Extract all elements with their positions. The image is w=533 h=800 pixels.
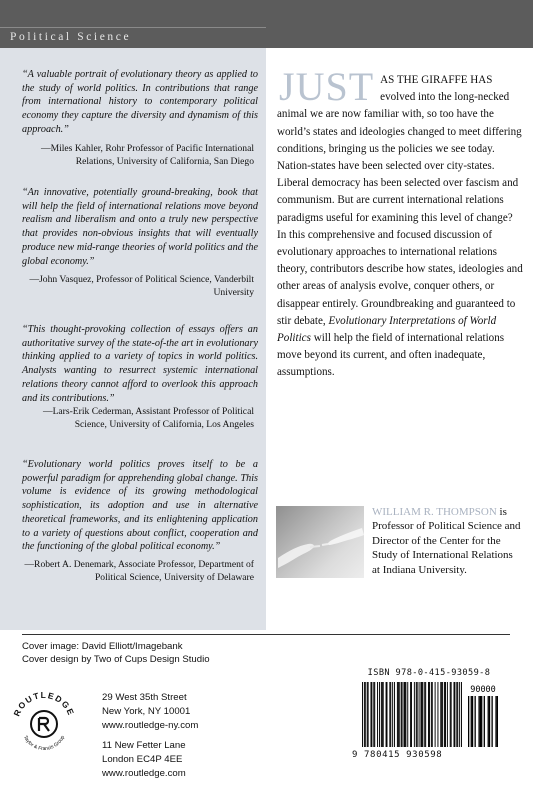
- author-name: WILLIAM R. THOMPSON: [372, 506, 497, 518]
- book-description: [277, 64, 523, 382]
- logo-text: ROUTLEDGE: [11, 690, 77, 718]
- cover-credits: [22, 640, 210, 666]
- ny-city: New York, NY 10001: [102, 705, 191, 717]
- endorsement-quote: “Evolutionary world politics proves itself to be a powerful paradigm for apprehending global change. This volume is evidence of its growing methodological sophistication, its adoption and use in alternative theoretical frameworks, and its enlightening application to a variety of questions about conflict, cooperation and the functioning of the global political economy.”: [22, 459, 258, 553]
- endorsement-attribution: —Robert A. Denemark, Associate Professor, Department of Political Science, University of Delaware: [24, 559, 254, 583]
- uk-city: London EC4P 4EE: [102, 754, 183, 766]
- routledge-logo: [8, 688, 80, 760]
- barcode-image: [362, 682, 498, 747]
- author-bio: [372, 505, 522, 577]
- svg-text:ROUTLEDGE: [11, 690, 76, 718]
- ny-website: www.routledge-ny.com: [102, 719, 199, 731]
- drop-cap: JUST: [279, 64, 375, 109]
- endorsement-quote: “This thought-provoking collection of essays offers an authoritative survey of the state-of-the art in evolutionary thinking applied to a variety of topics in world politics. Analysts wanting to resurrect systemic international relations theory cannot afford to overlook this approach and its contributions.”: [22, 324, 258, 404]
- author-bio-text: is Professor of Political Science and Director of the Center for the Study of International Relations at Indiana University.: [372, 506, 521, 576]
- publisher-addresses: [102, 691, 198, 781]
- uk-street: 11 New Fetter Lane: [102, 740, 186, 752]
- endorsement-quote: “A valuable portrait of evolutionary theory as applied to the study of world politics. In contributions that range from international history to contemporary political economy they capture the diversity and dynamism of this approach.”: [22, 69, 258, 135]
- endorsements-panel: [0, 48, 266, 630]
- endorsement-attribution: —Lars-Erik Cederman, Assistant Professor of Political Science, University of California, Los Angeles: [42, 406, 254, 430]
- description-lead: AS THE GIRAFFE HAS: [380, 74, 493, 86]
- author-hands-image: [276, 506, 364, 578]
- description-paragraph: [277, 64, 523, 382]
- endorsement-attribution: —Miles Kahler, Rohr Professor of Pacific International Relations, University of California, San Diego: [40, 143, 254, 167]
- book-title: Evolutionary Interpretations of World Politics: [277, 314, 497, 345]
- description-text-end: will help the field of international relations move beyond its current, and often inadequate, assumptions.: [277, 332, 505, 379]
- isbn-label: ISBN 978-0-415-93059-8: [367, 668, 491, 678]
- price-code: 90000: [470, 685, 496, 695]
- uk-website: www.routledge.com: [102, 767, 186, 779]
- series-banner: [0, 0, 533, 48]
- cover-image-credit: Cover image: David Elliott/Imagebank: [22, 641, 183, 652]
- ny-street: 29 West 35th Street: [102, 692, 187, 703]
- divider: [22, 634, 510, 635]
- banner-rule: [0, 27, 266, 28]
- endorsement-quote: “An innovative, potentially ground-breaking, book that will help the field of international relations move beyond realism and liberalism and onto a truly new perspective that provides non-obvious insights that will eventually produce new mid-range theories of world politics and the global economy.”: [22, 187, 258, 267]
- ean-number: 9 780415 930598: [352, 750, 443, 760]
- description-text: evolved into the long-necked animal we are now familiar with, so too have the world’s states and ideologies changed to meet differing conditions, bringing us the policies we see today. Nation-states have been selected over city-states. Liberal democracy has been selected over fascism and communism. But are current international relations paradigms useful for examining this level of change? In this comprehensive and focused discussion of evolutionary approaches to international relations theory, contributors describe how states, ideologies and other areas of analysis evolve, conquer others, or disappear entirely. Groundbreaking and guaranteed to stir debate,: [277, 91, 523, 327]
- endorsement-attribution: —John Vasquez, Professor of Political Science, Vanderbilt University: [29, 274, 254, 298]
- logo-subtext: Taylor & Francis Group: [21, 734, 67, 753]
- series-label: Political Science: [10, 31, 132, 43]
- cover-design-credit: Cover design by Two of Cups Design Studio: [22, 654, 210, 666]
